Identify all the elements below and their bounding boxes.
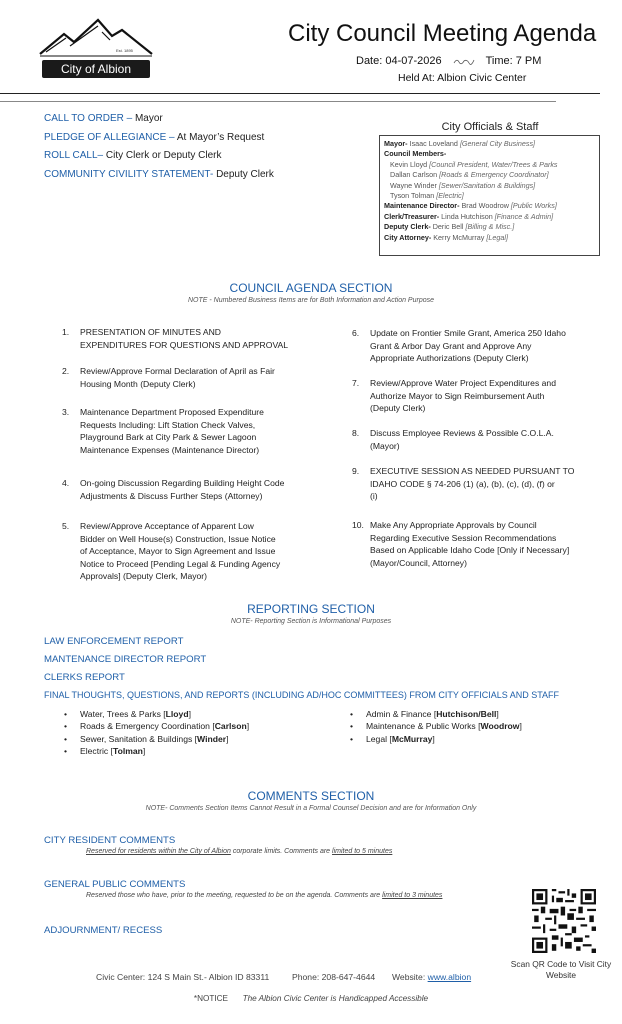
header-divider-thin [0, 101, 556, 102]
bullet-bold: Winder [197, 733, 227, 744]
public-comments-sub [86, 892, 442, 899]
bullet-bold: Carlson [214, 721, 247, 732]
agenda-item [352, 427, 614, 455]
logo-est: Est. 1895 [116, 48, 133, 53]
agenda-item-number: 6. [352, 328, 360, 338]
meeting-date-time [356, 55, 541, 67]
bullet-text: Roads & Emergency Coordination [ [80, 721, 215, 732]
bullet-end: ] [246, 721, 250, 732]
bullet-text: Water, Trees & Parks [ [80, 709, 166, 719]
staff-member [384, 222, 595, 232]
agenda-item-line: (Mayor/Council, Attorney) [370, 557, 467, 568]
bullet-text: Electric [ [80, 746, 113, 757]
agenda-item-line: EXECUTIVE SESSION AS NEEDED PURSUANT TO [370, 466, 575, 476]
qr-caption [500, 959, 622, 981]
official-role: [Billing & Misc.] [465, 222, 515, 232]
report-law-enforcement: LAW ENFORCEMENT REPORT [44, 636, 184, 647]
signature-scribble-icon [453, 57, 475, 65]
bullet-end: ] [142, 746, 146, 757]
comments-heading: COMMENTS SECTION [247, 789, 375, 803]
official-role: [Council President, Water/Trees & Parks [429, 159, 558, 169]
agenda-item-line: Adjustments & Discuss Further Steps (Attorney) [80, 490, 263, 501]
opening-item-value: At Mayor’s Request [176, 131, 265, 143]
bullet-item [64, 745, 249, 757]
city-logo [36, 16, 156, 80]
agenda-item-number: 3. [62, 407, 70, 417]
agenda-item-line: On-going Discussion Regarding Building Height Code [80, 478, 285, 488]
official-label: Mayor- [384, 139, 408, 148]
public-sub-part: limited to 3 minutes [382, 892, 443, 899]
opening-item [44, 129, 274, 148]
agenda-item-text [80, 365, 275, 390]
opening-item [44, 147, 274, 166]
agenda-item-line: Update on Frontier Smile Grant, America 250 Idaho [370, 328, 566, 338]
logo-text: City of Albion [42, 60, 150, 78]
agenda-item-text [80, 520, 280, 583]
agenda-item-number: 10. [352, 520, 364, 530]
officials-title: City Officials & Staff [441, 121, 539, 133]
public-sub-part: Reserved those who have, prior to the meeting, requested to be on the agenda. Comments are [86, 892, 383, 899]
bullet-item [350, 733, 522, 745]
official-role: [Sewer/Sanitation & Buildings] [438, 180, 536, 190]
opening-items [44, 110, 274, 184]
agenda-item-line: Bidder on Well House(s) Construction, Issue Notice [80, 533, 276, 544]
resident-comments-title: CITY RESIDENT COMMENTS [44, 835, 176, 846]
official-name: Brad Woodrow [461, 201, 509, 211]
opening-item-value: Mayor [134, 113, 163, 124]
agenda-item [352, 327, 614, 367]
qr-caption-line: Website [545, 970, 577, 980]
official-role: [Roads & Emergency Coordinator] [439, 170, 549, 180]
agenda-heading: COUNCIL AGENDA SECTION [229, 281, 393, 295]
agenda-item-text [370, 327, 566, 365]
council-member [384, 160, 595, 170]
agenda-item [352, 377, 614, 417]
staff-member [384, 233, 595, 243]
agenda-item-line: Maintenance Department Proposed Expenditure [80, 407, 264, 417]
official-label: Council Members- [384, 149, 447, 159]
agenda-item-line: Housing Month (Deputy Clerk) [80, 378, 196, 389]
official-label: City Attorney- [384, 232, 432, 242]
opening-item [44, 166, 274, 185]
opening-item-value: Deputy Clerk [216, 168, 274, 180]
agenda-item-line: Requests Including: Lift Station Check Valves, [80, 419, 256, 430]
agenda-item-text [80, 326, 288, 351]
adjournment: ADJOURNMENT/ RECESS [44, 925, 163, 936]
bullet-bold: Lloyd [165, 709, 189, 719]
time-value: 7 PM [515, 55, 542, 67]
agenda-item-number: 8. [352, 428, 360, 438]
opening-item-label: CALL TO ORDER – [44, 113, 135, 124]
public-comments-title: GENERAL PUBLIC COMMENTS [44, 879, 186, 890]
official-name: Kerry McMurray [433, 232, 485, 242]
agenda-item-line: Discuss Employee Reviews & Possible C.O.L.A. [370, 428, 554, 438]
agenda-item-line: IDAHO CODE § 74-206 (1) (a), (b), (c), (d), (f) or [370, 478, 555, 489]
official-name: Isaac Loveland [409, 139, 458, 148]
agenda-item-number: 2. [62, 366, 70, 376]
official-mayor [384, 139, 595, 149]
footer-phone: Phone: 208-647-4644 [292, 972, 376, 982]
agenda-item-number: 1. [62, 327, 70, 337]
official-label: Maintenance Director- [384, 201, 460, 211]
footer-address: Civic Center: 124 S Main St.- Albion ID 83311 [96, 972, 270, 982]
staff-member [384, 212, 595, 222]
bullet-item [64, 708, 249, 720]
agenda-item-text [80, 477, 284, 502]
agenda-item [62, 365, 332, 393]
time-label: Time: [485, 55, 513, 67]
header-divider [0, 93, 600, 94]
agenda-item [352, 465, 614, 505]
resident-comments-sub [86, 848, 392, 855]
bullet-end: ] [496, 709, 499, 719]
official-name: Wayne Winder [390, 180, 437, 190]
bullet-end: ] [226, 733, 229, 744]
official-name: Deric Bell [432, 222, 464, 232]
bullet-end: ] [188, 709, 191, 719]
agenda-item-text [370, 427, 554, 452]
official-label: Clerk/Treasurer- [384, 211, 440, 221]
agenda-item [62, 477, 332, 505]
page-title: City Council Meeting Agenda [288, 20, 597, 47]
agenda-item-line: Appropriate Authorizations (Deputy Clerk) [370, 353, 529, 364]
bullets-right [350, 708, 522, 745]
report-maintenance-director: MANTENANCE DIRECTOR REPORT [44, 654, 207, 665]
date-value: 04-07-2026 [385, 55, 442, 67]
opening-item-value: City Clerk or Deputy Clerk [105, 150, 222, 161]
bullet-end: ] [519, 721, 522, 732]
official-role: [Public Works] [510, 201, 557, 211]
bullet-bold: Tolman [112, 746, 143, 757]
opening-item-label: COMMUNITY CIVILITY STATEMENT- [44, 168, 217, 180]
bullet-text: Maintenance & Public Works [ [366, 721, 481, 732]
official-role: [Finance & Admin] [494, 211, 554, 221]
agenda-item [62, 326, 332, 354]
report-clerks: CLERKS REPORT [44, 672, 125, 683]
bullet-bold: Hutchison/Bell [436, 709, 497, 719]
notice-text: The Albion Civic Center is Handicapped Accessible [242, 994, 429, 1003]
resident-sub-part: Reserved for residents within the City of Albion [86, 848, 231, 855]
held-at: Held At: Albion Civic Center [398, 72, 527, 84]
agenda-item [62, 520, 332, 586]
agenda-item [62, 406, 332, 462]
reporting-note: NOTE- Reporting Section is Informational Purposes [230, 618, 392, 625]
bullet-text: Legal [ [366, 733, 392, 744]
qr-code-icon[interactable] [532, 889, 596, 953]
agenda-item-number: 5. [62, 521, 70, 531]
bullet-text: Admin & Finance [ [366, 709, 437, 719]
agenda-item-line: PRESENTATION OF MINUTES AND [80, 327, 222, 337]
agenda-item-number: 4. [62, 478, 70, 488]
opening-item-label: ROLL CALL– [44, 150, 106, 161]
agenda-item-line: EXPENDITURES FOR QUESTIONS AND APPROVAL [80, 339, 289, 350]
bullet-text: Sewer, Sanitation & Buildings [ [80, 733, 198, 744]
council-member [384, 191, 595, 201]
footer-website-label: Website: [391, 972, 426, 982]
resident-sub-part: corporate limits. Comments are [230, 848, 333, 855]
bullet-item [64, 733, 249, 745]
official-name: Tyson Tolman [390, 191, 435, 201]
notice-label: *NOTICE [193, 994, 229, 1003]
officials-box [379, 135, 600, 256]
official-name: Linda Hutchison [441, 211, 493, 221]
bullet-item [350, 720, 522, 732]
agenda-item-line: Review/Approve Water Project Expenditures and [370, 378, 556, 388]
official-name: Dallan Carlson [390, 170, 438, 180]
mountain-logo-icon [36, 16, 156, 62]
resident-sub-part: limited to 5 minutes [332, 848, 393, 855]
agenda-item-line: Based on Applicable Idaho Code [Only if Necessary] [370, 545, 570, 556]
agenda-item-line: Authorize Mayor to Sign Reimbursement Auth [370, 390, 545, 401]
agenda-item-text [80, 406, 264, 456]
report-final-thoughts: FINAL THOUGHTS, QUESTIONS, AND REPORTS (INCLUDING AD/HOC COMMITTEES) FROM CITY OFFICIALS AND STAFF [44, 690, 560, 700]
agenda-note: NOTE - Numbered Business Items are for Both Information and Action Purpose [187, 297, 435, 304]
agenda-item [352, 519, 614, 573]
comments-note: NOTE- Comments Section Items Cannot Result in a Formal Counsel Decision and are for Information Only [145, 805, 477, 812]
staff-member [384, 201, 595, 211]
official-label: Deputy Clerk- [384, 222, 431, 232]
agenda-item-line: Maintenance Expenses (Maintenance Director) [80, 444, 260, 455]
council-members-label [384, 149, 595, 159]
council-member [384, 170, 595, 180]
bullet-end: ] [432, 733, 435, 744]
official-name: Kevin Lloyd [390, 159, 428, 169]
agenda-item-line: Notice to Proceed [Pending Legal & Funding Agency [80, 558, 281, 569]
bullet-item [350, 708, 522, 720]
agenda-item-line: Regarding Executive Session Recommendations [370, 532, 557, 543]
footer-website-link[interactable]: www.albion [427, 972, 472, 982]
bullet-item [64, 720, 249, 732]
agenda-item-text [370, 519, 569, 569]
agenda-item-line: (i) [370, 491, 378, 502]
official-role: [General City Business] [459, 139, 536, 148]
bullets-left [64, 708, 249, 758]
council-member [384, 181, 595, 191]
opening-item [44, 110, 274, 129]
agenda-item-number: 9. [352, 466, 360, 476]
qr-caption-line: Scan QR Code to Visit City [510, 959, 612, 969]
agenda-item-line: Review/Approve Formal Declaration of April as Fair [80, 366, 275, 376]
agenda-item-line: Review/Approve Acceptance of Apparent Low [80, 521, 254, 531]
official-role: [Electric] [436, 191, 464, 201]
reporting-heading: REPORTING SECTION [247, 602, 375, 616]
agenda-item-line: (Deputy Clerk) [370, 403, 426, 414]
agenda-item-line: Playground Bark at City Park & Sewer Lagoon [80, 432, 257, 443]
agenda-item-line: of Acceptance, Mayor to Sign Agreement and Issue [80, 546, 276, 557]
agenda-item-line: Grant & Arbor Day Grant and Approve Any [370, 340, 532, 351]
date-label: Date: [356, 55, 383, 67]
agenda-item-text [370, 377, 556, 415]
footer-contact [96, 972, 471, 982]
accessibility-notice [0, 994, 622, 1003]
opening-item-label: PLEDGE OF ALLEGIANCE – [44, 131, 177, 143]
agenda-item-line: Approvals] (Deputy Clerk, Mayor) [80, 571, 208, 582]
agenda-item-line: (Mayor) [370, 440, 400, 451]
bullet-bold: McMurray [391, 733, 433, 744]
agenda-item-text [370, 465, 574, 503]
agenda-item-line: Make Any Appropriate Approvals by Council [370, 520, 537, 530]
agenda-item-number: 7. [352, 378, 360, 388]
bullet-bold: Woodrow [480, 721, 520, 732]
official-role: [Legal] [486, 232, 508, 242]
